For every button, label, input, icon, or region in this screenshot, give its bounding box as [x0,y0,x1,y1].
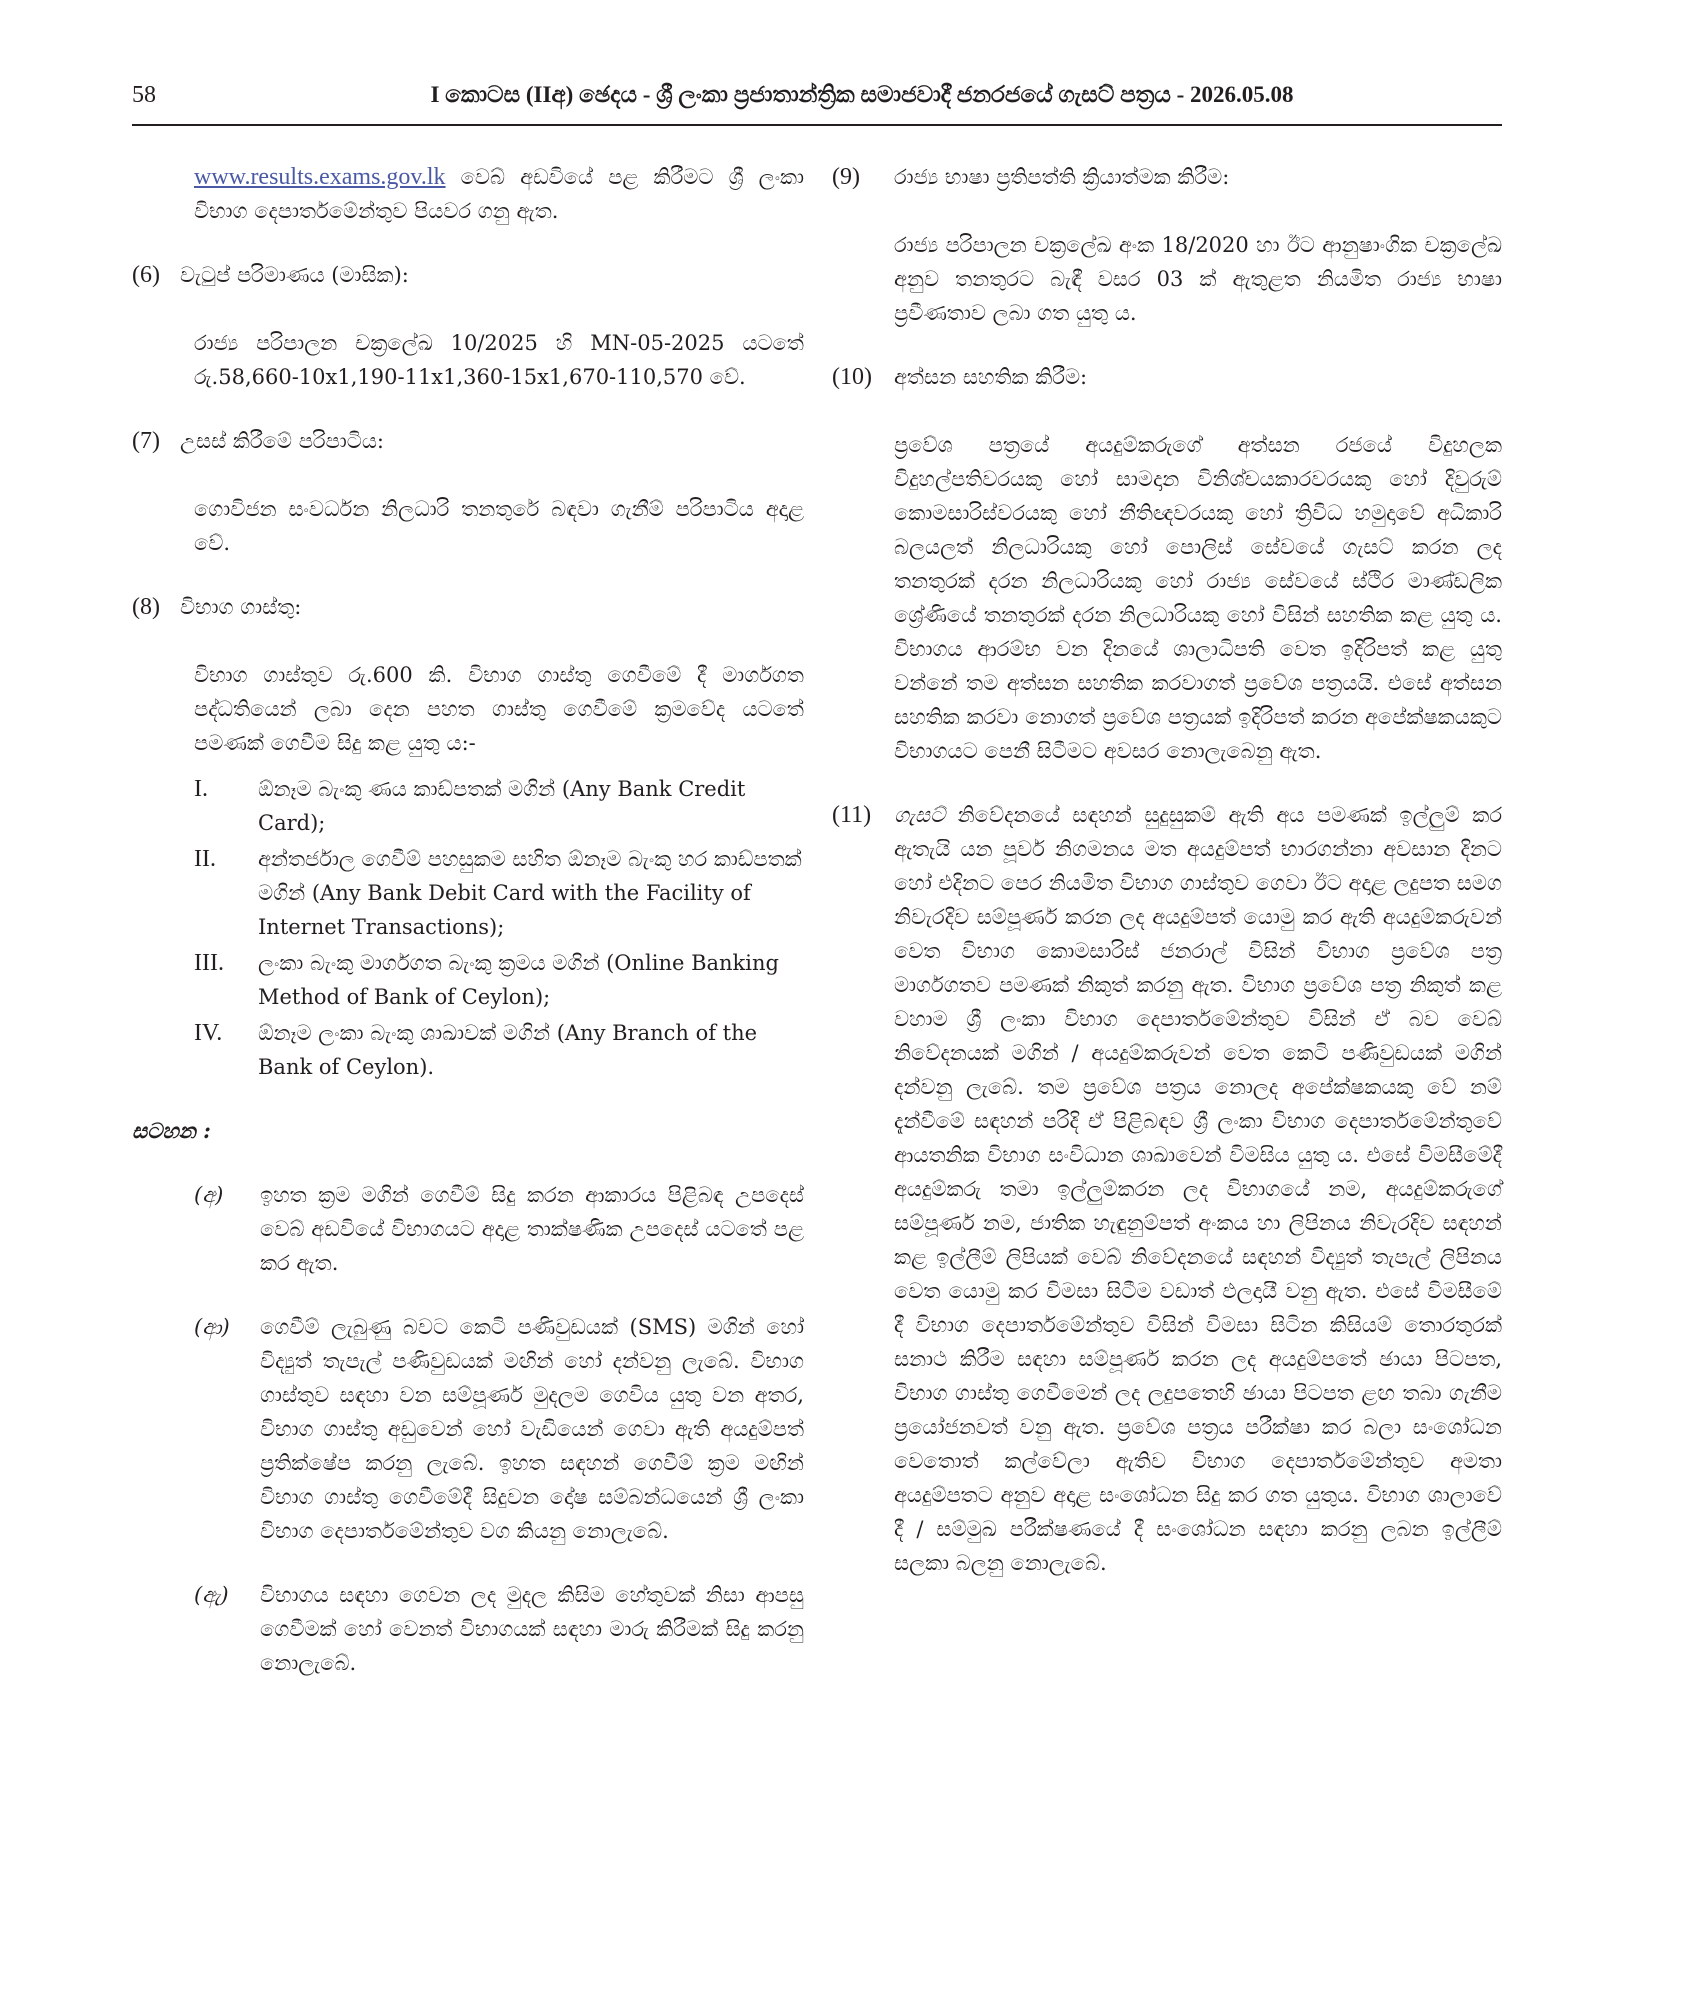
section-11 [832,798,1502,1580]
section-8-title: විභාග ගාස්තු: [180,595,302,619]
section-6 [132,258,804,394]
header-rule [132,124,1502,126]
section-9-text: රාජ්‍ය පරිපාලන චක්‍රලේඛ අංක 18/2020 හා ඊට ආනුෂාංගික චක්‍රලේඛ අනුව තනතුරට බැඳී වසර 03 ක් ඇතුළත නියමිත රාජ්‍ය භාෂා ප්‍රවීණතාව ලබා ගත යුතු ය. [894,233,1502,325]
list-item: III. ලංකා බැංකු මාර්ගගත බැංකු ක්‍රමය මගින් (Online Banking Method of Bank of Ceylon); [194,950,779,1009]
list-item: I. ඕනෑම බැංකු ණය කාඩ්පතක් මගින් (Any Bank Credit Card); [194,776,746,835]
gazette-word: ගැසට් [894,803,946,827]
note-label: (ආ) [194,1315,230,1339]
page-header [132,82,1502,122]
section-10 [832,360,1502,768]
note-aa [194,1310,804,1548]
section-11-number: (11) [832,802,872,828]
section-8-number: (8) [132,594,160,620]
section-11-text [894,798,1502,1580]
note-label: (අ) [194,1183,224,1207]
gazette-title: I කොටස (IIඅ) ඡෙදය - ශ්‍රී ලංකා ප්‍රජාතාන්ත්‍රික සමාජවාදී ජනරජයේ ගැසට් පත්‍රය - 2026.05.08 [430,82,1294,107]
section-11-body: නිවේදනයේ සඳහන් සුදුසුකම් ඇති අය පමණක් ඉල්ලුම් කර ඇතැයි යන පූර්ව නිගමනය මත අයදුම්පත් භාරගන්නා අවසාන දිනට හෝ එදිනට පෙර නියමිත විභාග ගාස්තුව ගෙවා ඊට අදාළ ලදුපත සමග නිවැරදිව සම්පූර්ණ කරන ලද අයදුම්පත් යොමු කර ඇති අයදුම්කරුවන් වෙත විභාග කොමසාරිස් ජනරාල් විසින් විභාග ප්‍රවේශ පත්‍ර මාර්ගගතව පමණක් නිකුත් කරනු ඇත. විභාග ප්‍රවේශ පත්‍ර නිකුත් කළ වහාම ශ්‍රී ලංකා විභාග දෙපාර්තමේන්තුව විසින් ඒ බව වෙබ් නිවේදනයක් මගින් / අයදුම්කරුවන් වෙත කෙටි පණිවුඩයක් මගින් දන්වනු ලැබේ. තම ප්‍රවේශ පත්‍රය නොලද අපේක්ෂකයකු වේ නම් දැන්වීමේ සඳහන් පරිදි ඒ පිළිබඳව ශ්‍රී ලංකා විභාග දෙපාර්තමේන්තුවේ ආයතනික විභාග සංවිධාන ශාඛාවෙන් විමසිය යුතු ය. එසේ විමසීමේදී අයදුම්කරු තමා ඉල්ලුම්කරන ලද විභාගයේ නම, අයදුම්කරුගේ සම්පූර්ණ නම, ජාතික හැඳුනුම්පත් අංකය හා ලිපිනය නිවැරදිව සඳහන් කළ ඉල්ලීම් ලිපියක් වෙබ් නිවේදනයේ සඳහන් විද්‍යුත් තැපැල් ලිපිනය වෙත යොමු කර විමසා සිටීම වඩාත් ඵලදායී වනු ඇත. එසේ විමසීමේ දී විභාග දෙපාර්තමේන්තුව විසින් විමසා සිටින කිසියම් තොරතුරක් සනාථ කිරීම සඳහා සම්පූර්ණ කරන ලද අයදුම්පතේ ඡායා පිටපත, විභාග ගාස්තු ගෙවීමෙන් ලද ලදුපතෙහි ඡායා පිටපත ළඟ තබා ගැනීම ප්‍රයෝජනවත් වනු ඇත. ප්‍රවේශ පත්‍රය පරීක්ෂා කර බලා සංශෝධන වෙතොත් කල්වේලා ඇතිව විභාග දෙපාර්තමේන්තුව අමතා අයදුම්පතට අනුව අදාළ සංශෝධන සිදු කර ගත යුතුය. විභාග ශාලාවේ දී / සම්මුඛ පරීක්ෂණයේ දී සංශෝධන සඳහා කරනු ලබන ඉල්ලීම් සලකා බලනු නොලැබේ. [894,803,1502,1575]
section-7-number: (7) [132,428,160,454]
note-text: විභාගය සඳහා ගෙවන ලද මුදල කිසිම හේතුවක් නිසා ආපසු ගෙවීමක් හෝ වෙනත් විභාගයක් සඳහා මාරු කිරීමක් සිදු කරනු නොලැබේ. [260,1583,804,1675]
section-10-text: ප්‍රවේශ පත්‍රයේ අයදුම්කරුගේ අත්සන රජයේ විදුහලක විදුහල්පතිවරයකු හෝ සාමදාන විනිශ්චයකාරවරයකු හෝ දිවුරුම් කොමසාරිස්වරයකු හෝ නීතිඥවරයකු හෝ ත්‍රිවිධ හමුදාවේ අධිකාරි බලයලත් නිලධාරියකු හෝ පොලිස් සේවයේ ගැසට් කරන ලද තනතුරක් දරන නිලධාරියකු හෝ රාජ්‍ය සේවයේ ස්ථිර මාණ්ඩලික ශ්‍රේණියේ තනතුරක් දරන නිලධාරියකු හෝ විසින් සහතික කළ යුතු ය. විභාගය ආරම්භ වන දිනයේ ශාලාධිපති වෙත ඉදිරිපත් කළ යුතු වන්නේ තම අත්සන සහතික කරවාගත් ප්‍රවේශ පත්‍රයයි. එසේ අත්සන සහතික කරවා නොගත් ප්‍රවේශ පත්‍රයක් ඉදිරිපත් කරන අපේක්ෂකයකුට විභාගයට පෙනී සිටීමට අවසර නොලැබෙනු ඇත. [894,433,1502,763]
note-ae [194,1578,804,1680]
section-10-number: (10) [832,364,872,390]
right-column [832,160,1502,1580]
list-item: IV. ඕනෑම ලංකා බැංකු ශාඛාවක් මගින් (Any Branch of the Bank of Ceylon). [194,1020,758,1079]
section-6-number: (6) [132,262,160,288]
payment-methods-list [194,772,804,1084]
page-number: 58 [132,82,156,108]
note-a [194,1178,804,1280]
section-10-title: අත්සන සහතික කිරීම: [894,365,1088,389]
section-6-title: වැටුප් පරිමාණය (මාසික): [180,263,409,287]
section-7-text: ගොවිජන සංවර්ධන නිලධාරි තනතුරේ බඳවා ගැනීම් පරිපාටිය අදාළ වේ. [194,497,804,555]
results-website-link[interactable]: www.results.exams.gov.lk [194,164,446,190]
section-8 [132,590,804,1084]
section-9-title: රාජ්‍ය භාෂා ප්‍රතිපත්ති ක්‍රියාත්මක කිරීම: [894,165,1230,189]
section-9-number: (9) [832,164,860,190]
section-6-text: රාජ්‍ය පරිපාලන චක්‍රලේඛ 10/2025 හි MN-05-2025 යටතේ රු.58,660-10x1,190-11x1,360-15x1,670-110,570 වේ. [194,331,804,389]
results-website-paragraph [194,160,804,228]
section-7 [132,424,804,560]
note-heading: සටහන : [132,1118,211,1143]
section-7-title: උසස් කිරීමේ පරිපාටිය: [180,429,385,453]
section-8-text: විභාග ගාස්තුව රු.600 කි. විභාග ගාස්තු ගෙවීමේ දී මාර්ගගත පද්ධතියෙන් ලබා දෙන පහත ගාස්තු ගෙවීමේ ක්‍රමවේද යටතේ පමණක් ගෙවීම සිදු කළ යුතු ය:- [194,663,804,755]
results-website-text: වෙබ් අඩවියේ පළ කිරීමට ශ්‍රී ලංකා විභාග දෙපාර්තමේන්තුව පියවර ගනු ඇත. [194,165,804,223]
list-item: II. අන්තර්ජාල ගෙවීම් පහසුකම සහිත ඕනෑම බැංකු හර කාඩ්පතක් මගින් (Any Bank Debit Card with the Facility of Internet Transactions); [194,846,802,939]
note-label: (ඇ) [194,1583,229,1607]
note-text: ඉහත ක්‍රම මගින් ගෙවීම් සිදු කරන ආකාරය පිළිබඳ උපදෙස් වෙබ් අඩවියේ විභාගයට අදාළ තාක්ෂණික උපදෙස් යටතේ පළ කර ඇත. [260,1183,804,1275]
section-9 [832,160,1502,330]
left-column [132,160,804,1710]
note-text: ගෙවීම් ලැබුණු බවට කෙටි පණිවුඩයක් (SMS) මගින් හෝ විද්‍යුත් තැපැල් පණිවුඩයක් මඟින් හෝ දන්වනු ලැබේ. විභාග ගාස්තුව සඳහා වන සම්පූර්ණ මුදලම ගෙවිය යුතු වන අතර, විභාග ගාස්තු අඩුවෙන් හෝ වැඩියෙන් ගෙවා ඇති අයදුම්පත් ප්‍රතික්ෂේප කරනු ලැබේ. ඉහත සඳහන් ගෙවීම් ක්‍රම මඟින් විභාග ගාස්තු ගෙවීමේදී සිදුවන දෝෂ සම්බන්ධයෙන් ශ්‍රී ලංකා විභාග දෙපාර්තමේන්තුව වග කියනු නොලැබේ. [260,1315,804,1543]
